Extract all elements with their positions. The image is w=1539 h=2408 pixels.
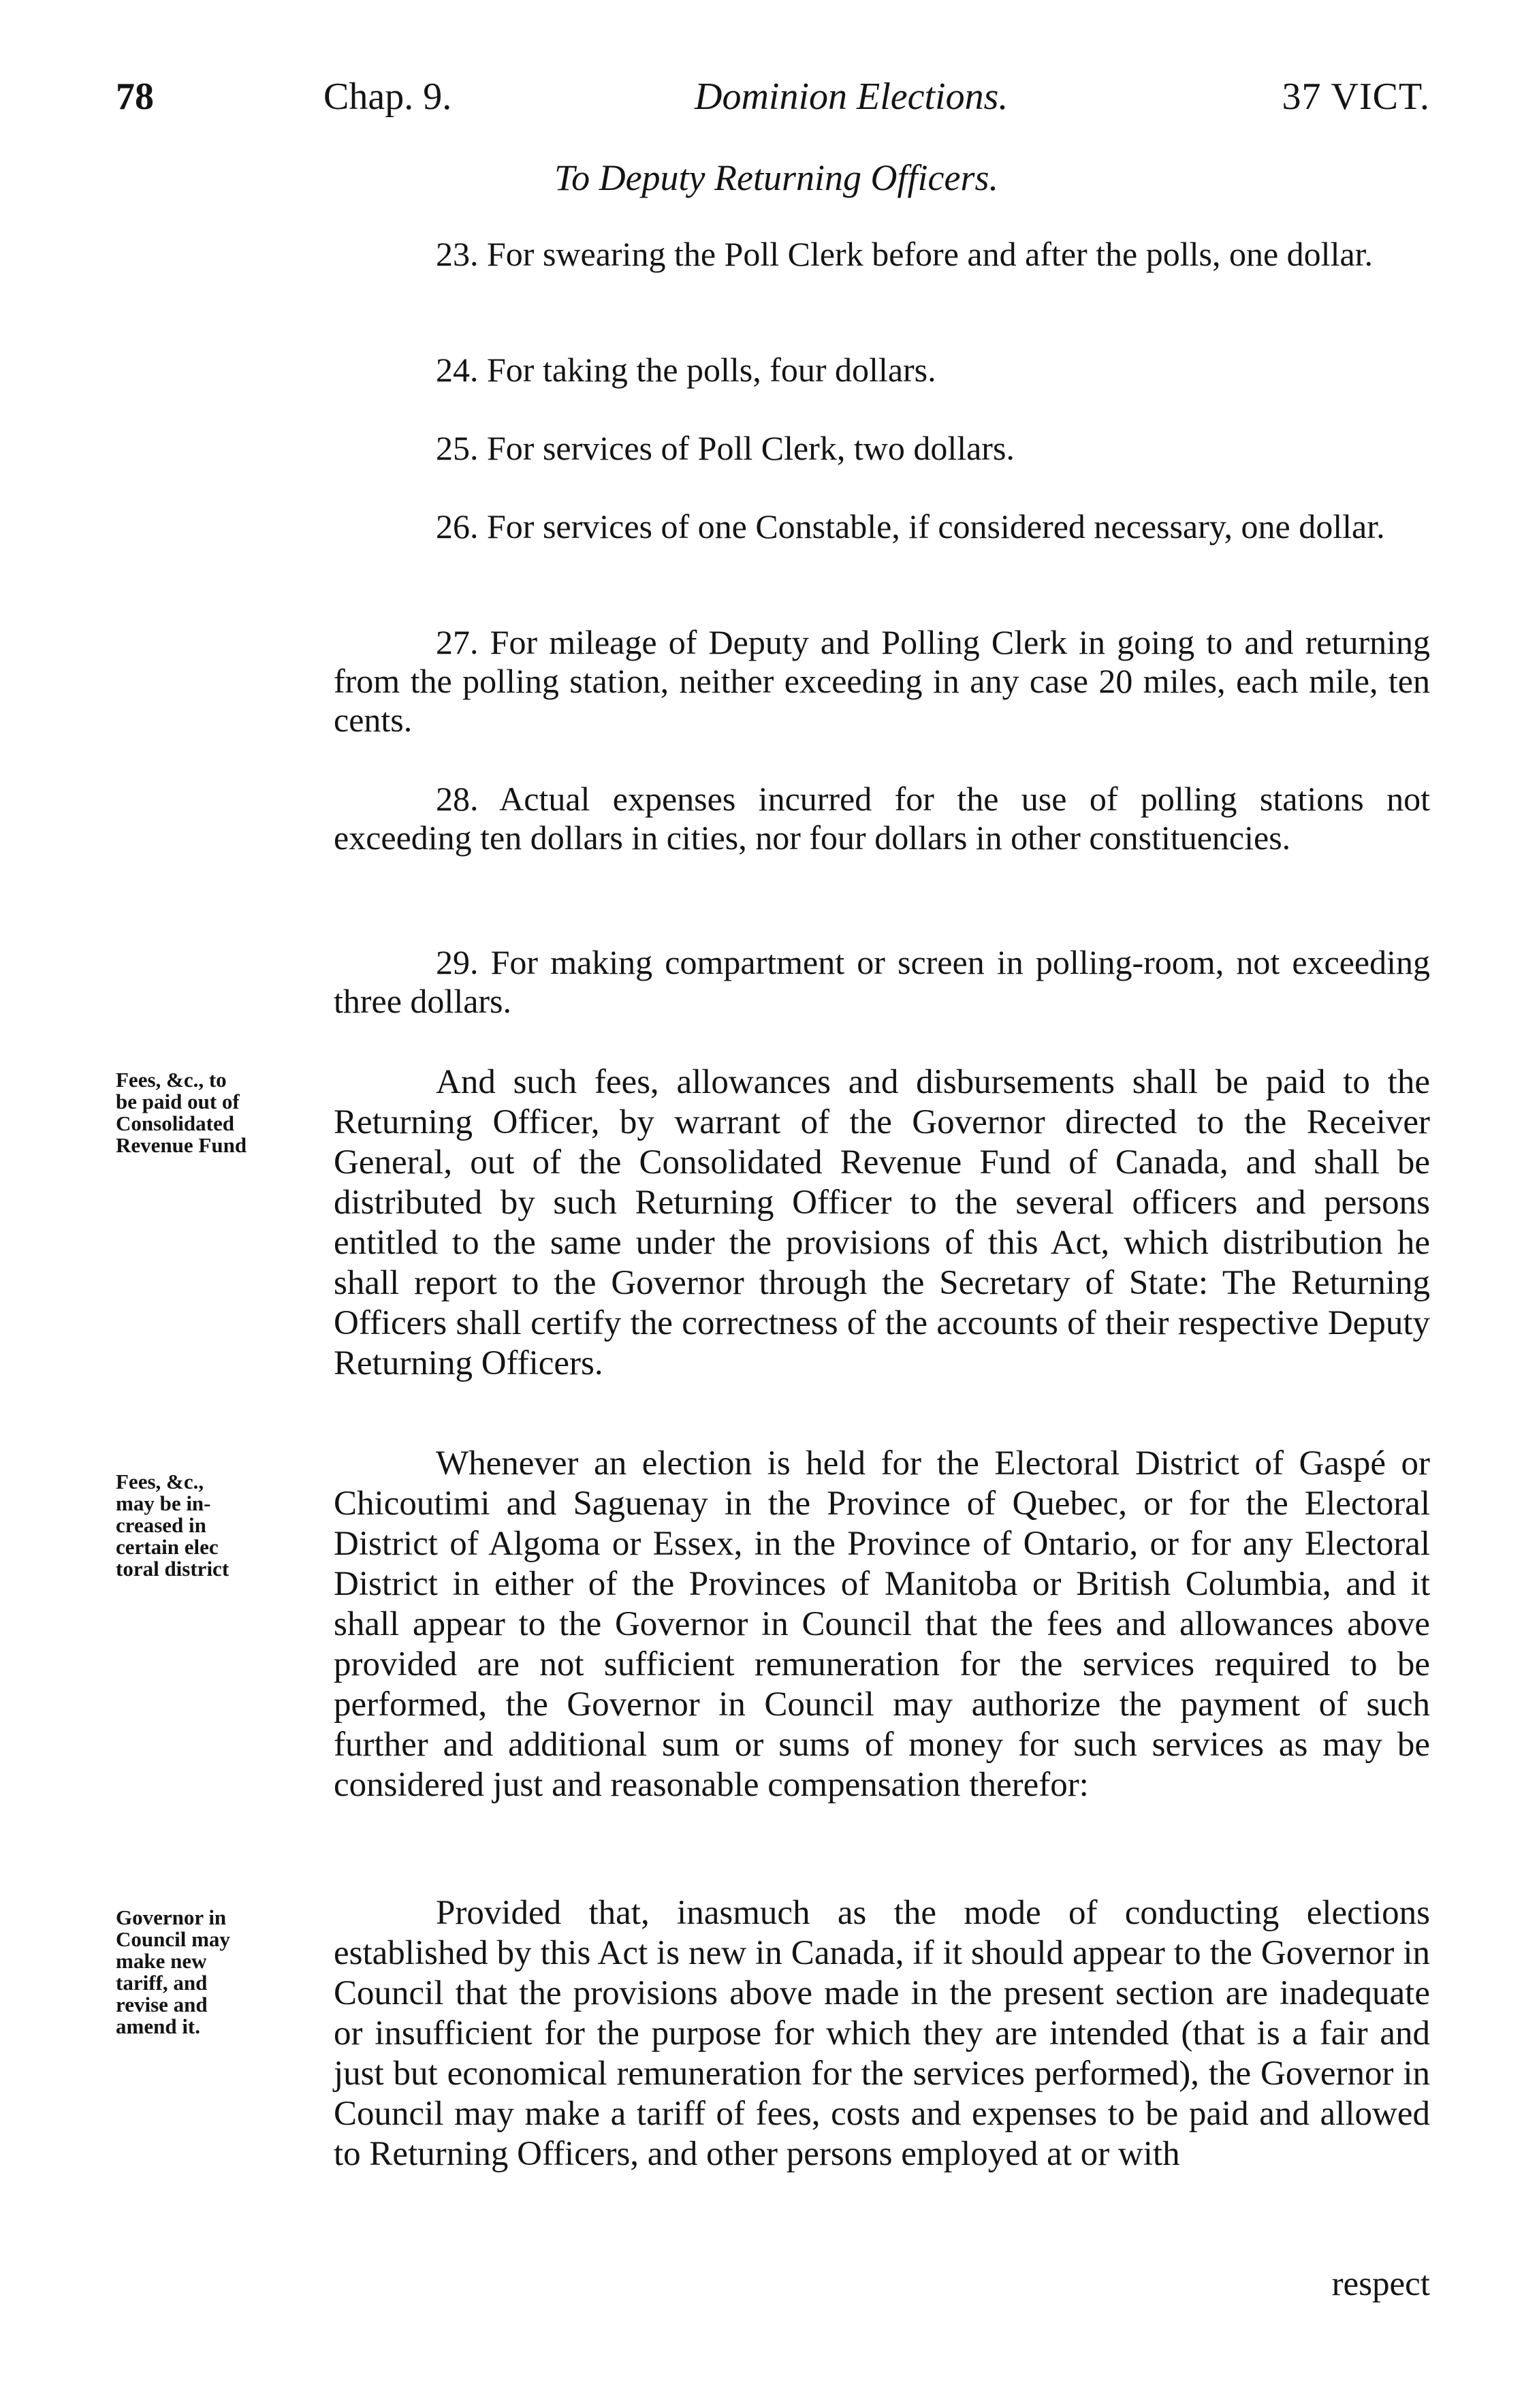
marginal-note-line: Consolidated — [116, 1111, 234, 1135]
marginal-note-line: tariff, and — [116, 1971, 208, 1995]
marginal-note-line: Governor in — [116, 1905, 227, 1929]
marginal-note-fees-paid — [116, 1069, 334, 1156]
marginal-note-line: Fees, &c., to — [116, 1068, 227, 1092]
paragraph-text: Provided that, inasmuch as the mode of conducting elections established by this Act is new in Canada, if it should appear to the Governor in Council that the provisions above made in the present section are inadequate or insufficient for the purpose for which they are intended (that is a fair and just but economical remuneration for the services performed), the Governor in Council may make a tariff of fees, costs and expenses to be paid and allowed to Returning Officers, and other persons employed at or with — [334, 1894, 1430, 2173]
fee-item-24 — [334, 351, 1430, 390]
paragraph-text: And such fees, allowances and disbursements shall be paid to the Returning Officer, by warrant of the Governor directed to the Receiver General, out of the Consolidated Revenue Fund of Canada, and shall be distributed by such Returning Officer to the several officers and persons entitled to the same under the provisions of this Act, which distribution he shall report to the Governor through the Secretary of State: The Returning Officers shall certify the correctness of the accounts of their respective Deputy Returning Officers. — [334, 1063, 1430, 1382]
marginal-note-line: certain elec — [116, 1535, 219, 1559]
section-paragraph-fees-increased — [334, 1444, 1430, 1805]
fee-item-23 — [334, 235, 1430, 274]
marginal-note-line: may be in- — [116, 1491, 211, 1515]
marginal-note-line: creased in — [116, 1513, 206, 1537]
fee-item-text: 24. For taking the polls, four dollars. — [436, 351, 936, 389]
running-title: Dominion Elections. — [695, 76, 1009, 118]
marginal-note-line: be paid out of — [116, 1090, 240, 1113]
section-paragraph-new-tariff — [334, 1893, 1430, 2174]
page-number: 78 — [116, 76, 154, 118]
fee-item-text: 25. For services of Poll Clerk, two dollars. — [436, 429, 1015, 467]
fee-item-text: 28. Actual expenses incurred for the use of polling stations not exceeding ten dollars in cities, nor four dollars in other constituencies. — [334, 780, 1430, 857]
paragraph-text: Whenever an election is held for the Electoral District of Gaspé or Chicoutimi and Saguenay in the Province of Quebec, or for the Electoral District of Algoma or Essex, in the Province of Ontario, or for any Electoral District in either of the Provinces of Manitoba or British Columbia, and it shall appear to the Governor in Council that the fees and allowances above provided are not sufficient remuneration for the services required to be performed, the Governor in Council may authorize the payment of such further and additional sum or sums of money for such services as may be considered just and reasonable compensation therefor: — [334, 1444, 1430, 1804]
chapter-label: Chap. 9. — [323, 76, 452, 118]
fee-item-text: 27. For mileage of Deputy and Polling Clerk in going to and returning from the polling station, neither exceeding in any case 20 miles, each mile, ten cents. — [334, 623, 1430, 739]
marginal-note-new-tariff — [116, 1907, 334, 2038]
section-subheading: To Deputy Returning Officers. — [554, 157, 998, 198]
marginal-note-line: Revenue Fund — [116, 1133, 247, 1157]
section-paragraph-fees-paid — [334, 1062, 1430, 1384]
marginal-note-line: amend it. — [116, 2014, 200, 2038]
marginal-note-line: revise and — [116, 1993, 208, 2016]
fee-item-text: 23. For swearing the Poll Clerk before and after the polls, one dollar. — [436, 235, 1374, 273]
fee-item-25 — [334, 429, 1430, 468]
catchword: respect — [1331, 2265, 1430, 2303]
marginal-note-line: toral district — [116, 1557, 229, 1581]
fee-item-28 — [334, 780, 1430, 857]
marginal-note-line: Council may — [116, 1927, 230, 1951]
regnal-year: 37 VICT. — [1282, 76, 1430, 118]
running-header — [116, 75, 1430, 129]
marginal-note-line: Fees, &c., — [116, 1470, 204, 1493]
fee-item-29 — [334, 943, 1430, 1021]
fee-item-text: 29. For making compartment or screen in polling-room, not exceeding three dollars. — [334, 943, 1430, 1020]
fee-item-text: 26. For services of one Constable, if considered necessary, one dollar. — [436, 507, 1385, 545]
fee-item-26 — [334, 507, 1430, 546]
fee-item-27 — [334, 623, 1430, 740]
marginal-note-fees-increased — [116, 1471, 334, 1580]
marginal-note-line: make new — [116, 1949, 207, 1973]
